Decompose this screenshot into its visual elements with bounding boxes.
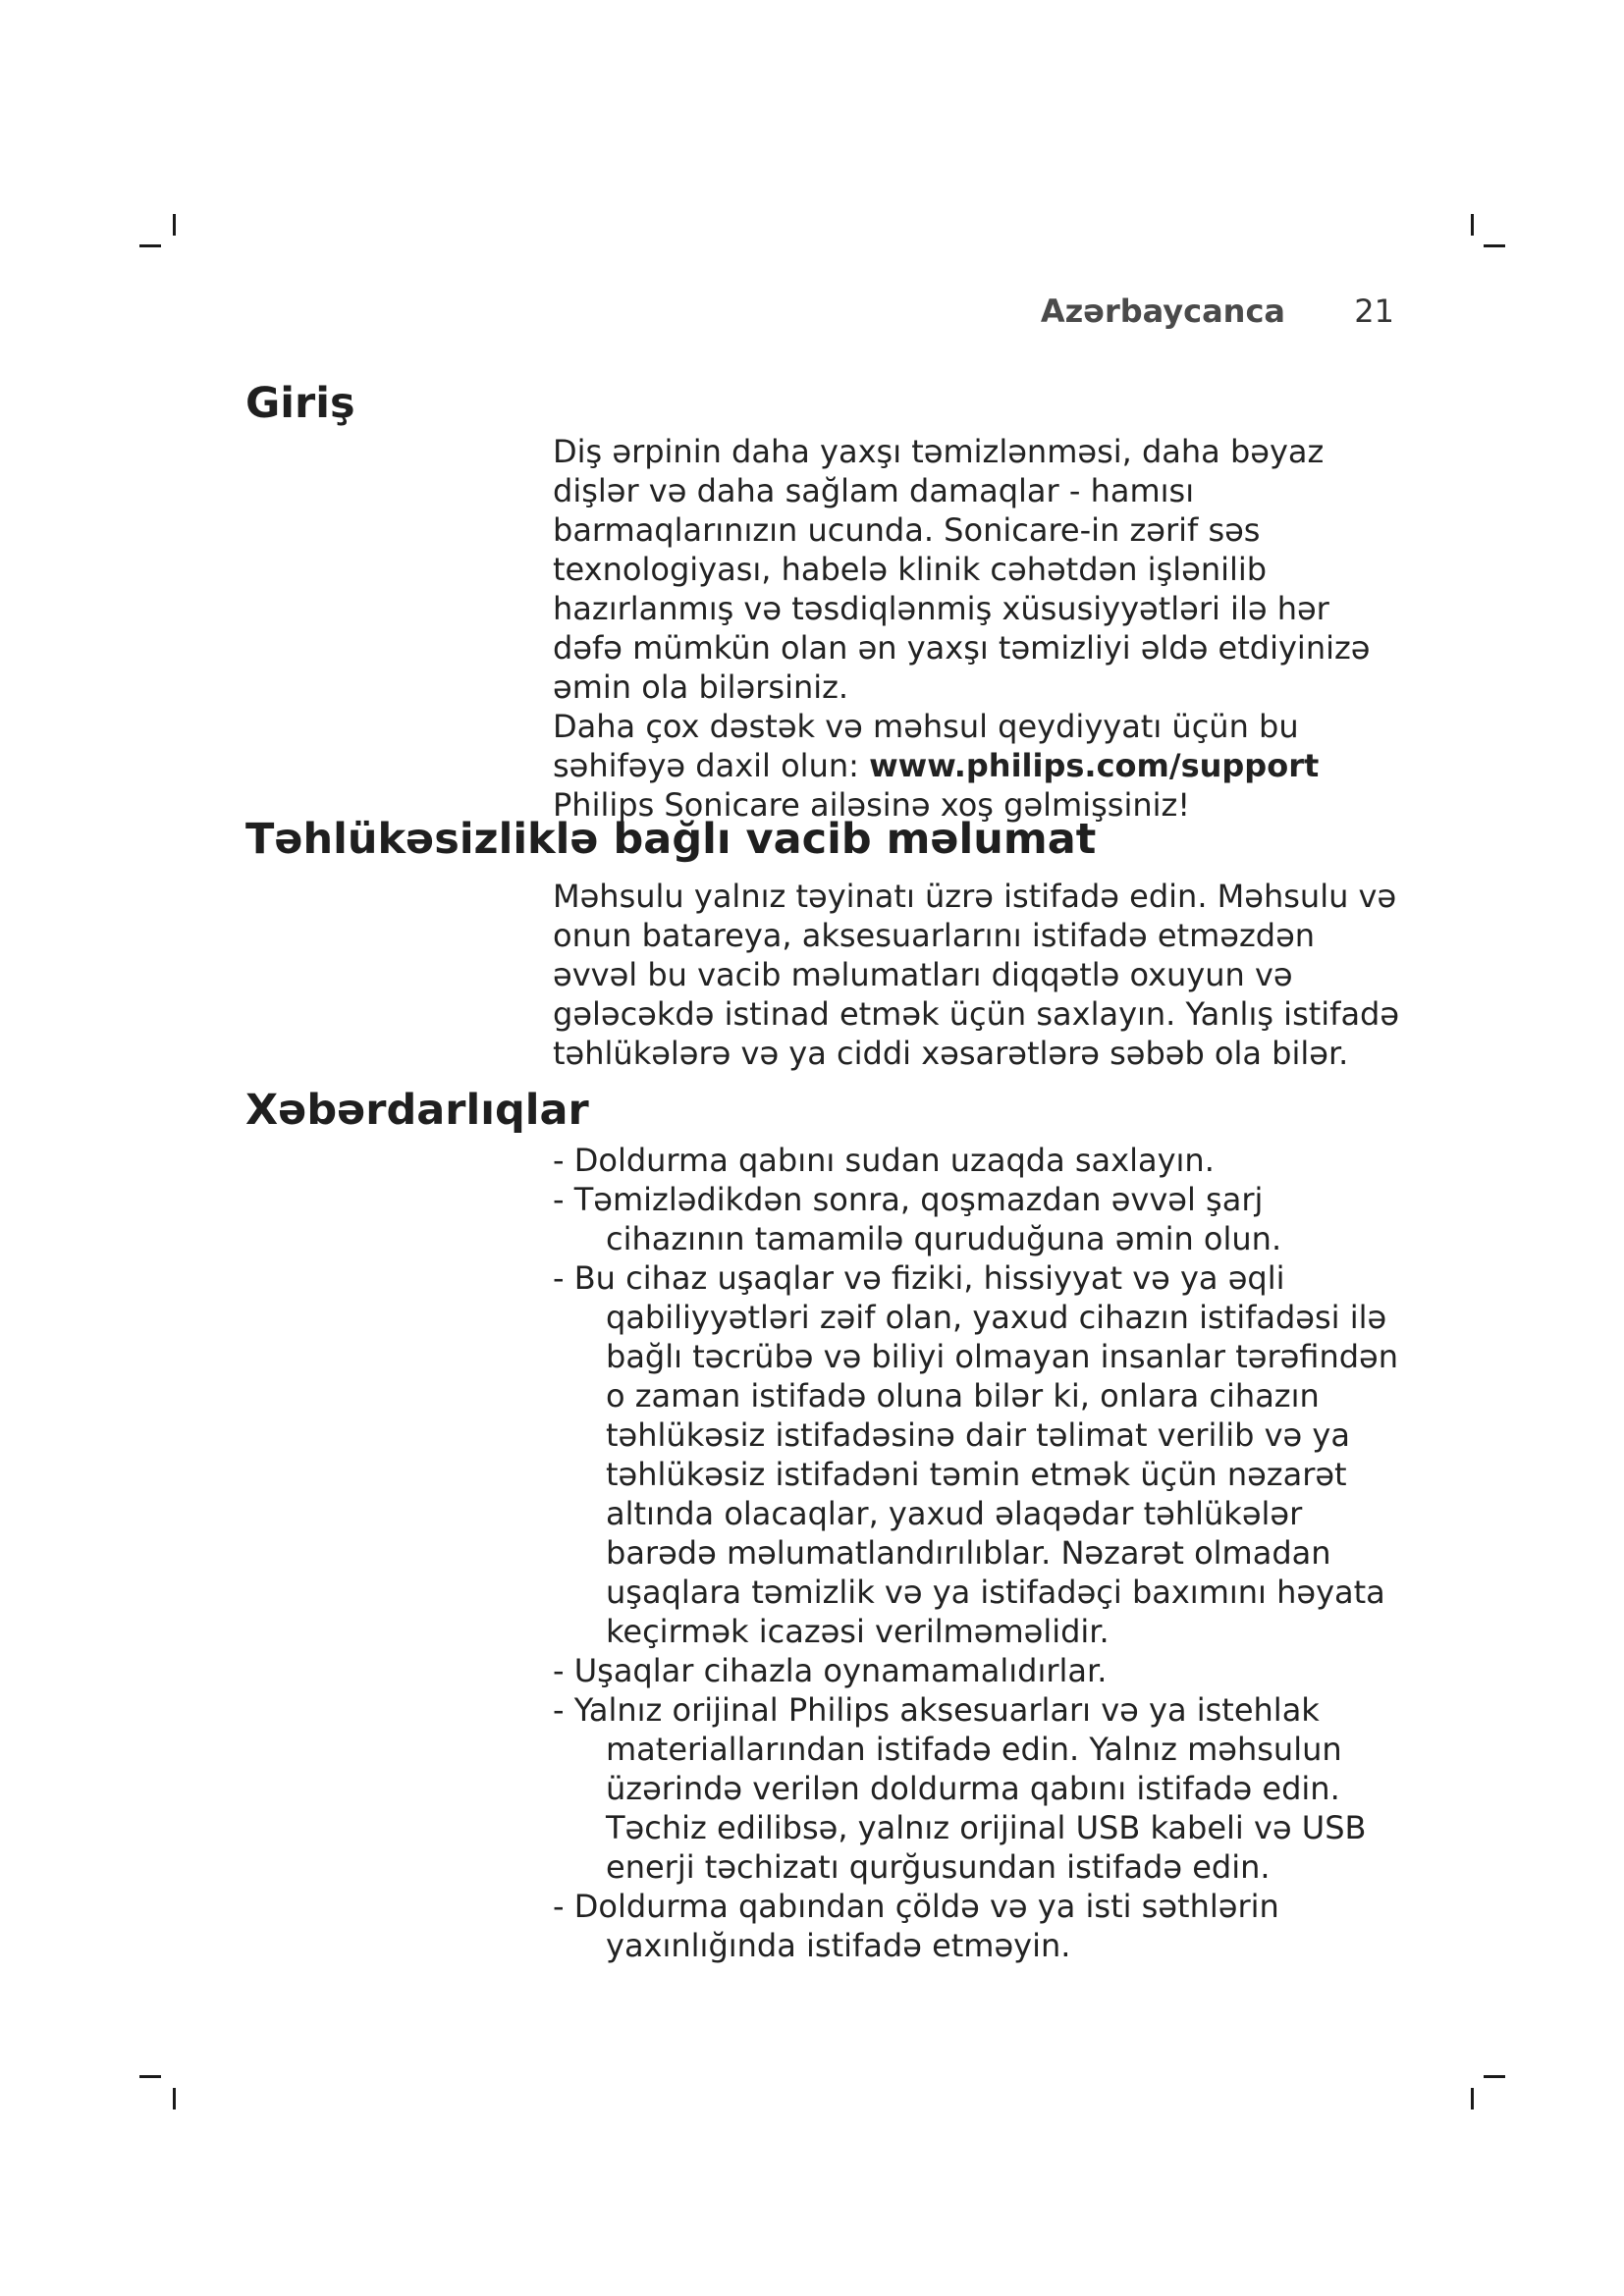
welcome-text: Philips Sonicare ailəsinə xoş gəlmişsiniz! — [553, 786, 1191, 824]
page-number: 21 — [1354, 293, 1394, 330]
support-line — [553, 707, 1407, 785]
support-text: Daha çox dəstək və məhsul qeydiyyatı üçün bu səhifəyə daxil olun: — [553, 708, 1299, 784]
safety-body — [553, 877, 1407, 1073]
warning-item: - Uşaqlar cihazla oynamamalıdırlar. — [553, 1652, 1108, 1689]
crop-mark — [1471, 2088, 1474, 2109]
safety-heading: Təhlükəsizliklə bağlı vacib məlumat — [245, 815, 1097, 864]
header-language: Azərbaycanca — [1040, 293, 1285, 330]
warnings-list — [553, 1141, 1407, 1965]
warning-item: - Doldurma qabından çöldə və ya isti səthlərin yaxınlığında istifadə etməyin. — [553, 1888, 1279, 1964]
warnings-heading: Xəbərdarlıqlar — [245, 1086, 589, 1135]
safety-paragraph: Məhsulu yalnız təyinatı üzrə istifadə edin. Məhsulu və onun batareya, aksesuarlarını istifadə etməzdən əvvəl bu vacib məlumatları diqqətlə oxuyun və gələcəkdə istinad etmək üçün saxlayın. Yanlış istifadə təhlükələrə və ya ciddi xəsarətlərə səbəb ola bilər. — [553, 878, 1400, 1072]
crop-mark — [173, 2088, 176, 2109]
crop-mark — [139, 2075, 161, 2078]
running-header — [982, 293, 1394, 332]
crop-mark — [173, 214, 176, 236]
warning-item: - Təmizlədikdən sonra, qoşmazdan əvvəl şarj cihazının tamamilə quruduğuna əmin olun. — [553, 1181, 1282, 1257]
crop-mark — [139, 244, 161, 247]
intro-paragraph: Diş ərpinin daha yaxşı təmizlənməsi, daha bəyaz dişlər və daha sağlam damaqlar - hamısı barmaqlarınızın ucunda. Sonicare-in zərif səs texnologiyası, habelə klinik cəhətdən işlənilib hazırlanmış və təsdiqlənmiş xüsusiyyətləri ilə hər dəfə mümkün olan ən yaxşı təmizliyi əldə etdiyinizə əmin ola bilərsiniz. — [553, 433, 1371, 706]
intro-body — [553, 432, 1407, 825]
warning-item: - Yalnız orijinal Philips aksesuarları və ya istehlak materiallarından istifadə edin. Yalnız məhsulun üzərində verilən doldurma qabını istifadə edin. Təchiz edilibsə, yalnız orijinal USB kabeli və USB enerji təchizatı qurğusundan istifadə edin. — [553, 1691, 1367, 1886]
support-link[interactable]: www.philips.com/support — [869, 747, 1320, 784]
crop-mark — [1484, 244, 1505, 247]
warning-item: - Doldurma qabını sudan uzaqda saxlayın. — [553, 1142, 1215, 1179]
warning-item: - Bu cihaz uşaqlar və fiziki, hissiyyat və ya əqli qabiliyyətləri zəif olan, yaxud cihazın istifadəsi ilə bağlı təcrübə və biliyi olmayan insanlar tərəfindən o zaman istifadə oluna bilər ki, onlara cihazın təhlükəsiz istifadəsinə dair təlimat verilib və ya təhlükəsiz istifadəni təmin etmək üçün nəzarət altında olacaqlar, yaxud əlaqədar təhlükələr barədə məlumatlandırılıblar. Nəzarət olmadan uşaqlara təmizlik və ya istifadəçi baxımını həyata keçirmək icazəsi verilməməlidir. — [553, 1259, 1399, 1650]
crop-mark — [1471, 214, 1474, 236]
crop-mark — [1484, 2075, 1505, 2078]
intro-heading: Giriş — [245, 379, 355, 428]
